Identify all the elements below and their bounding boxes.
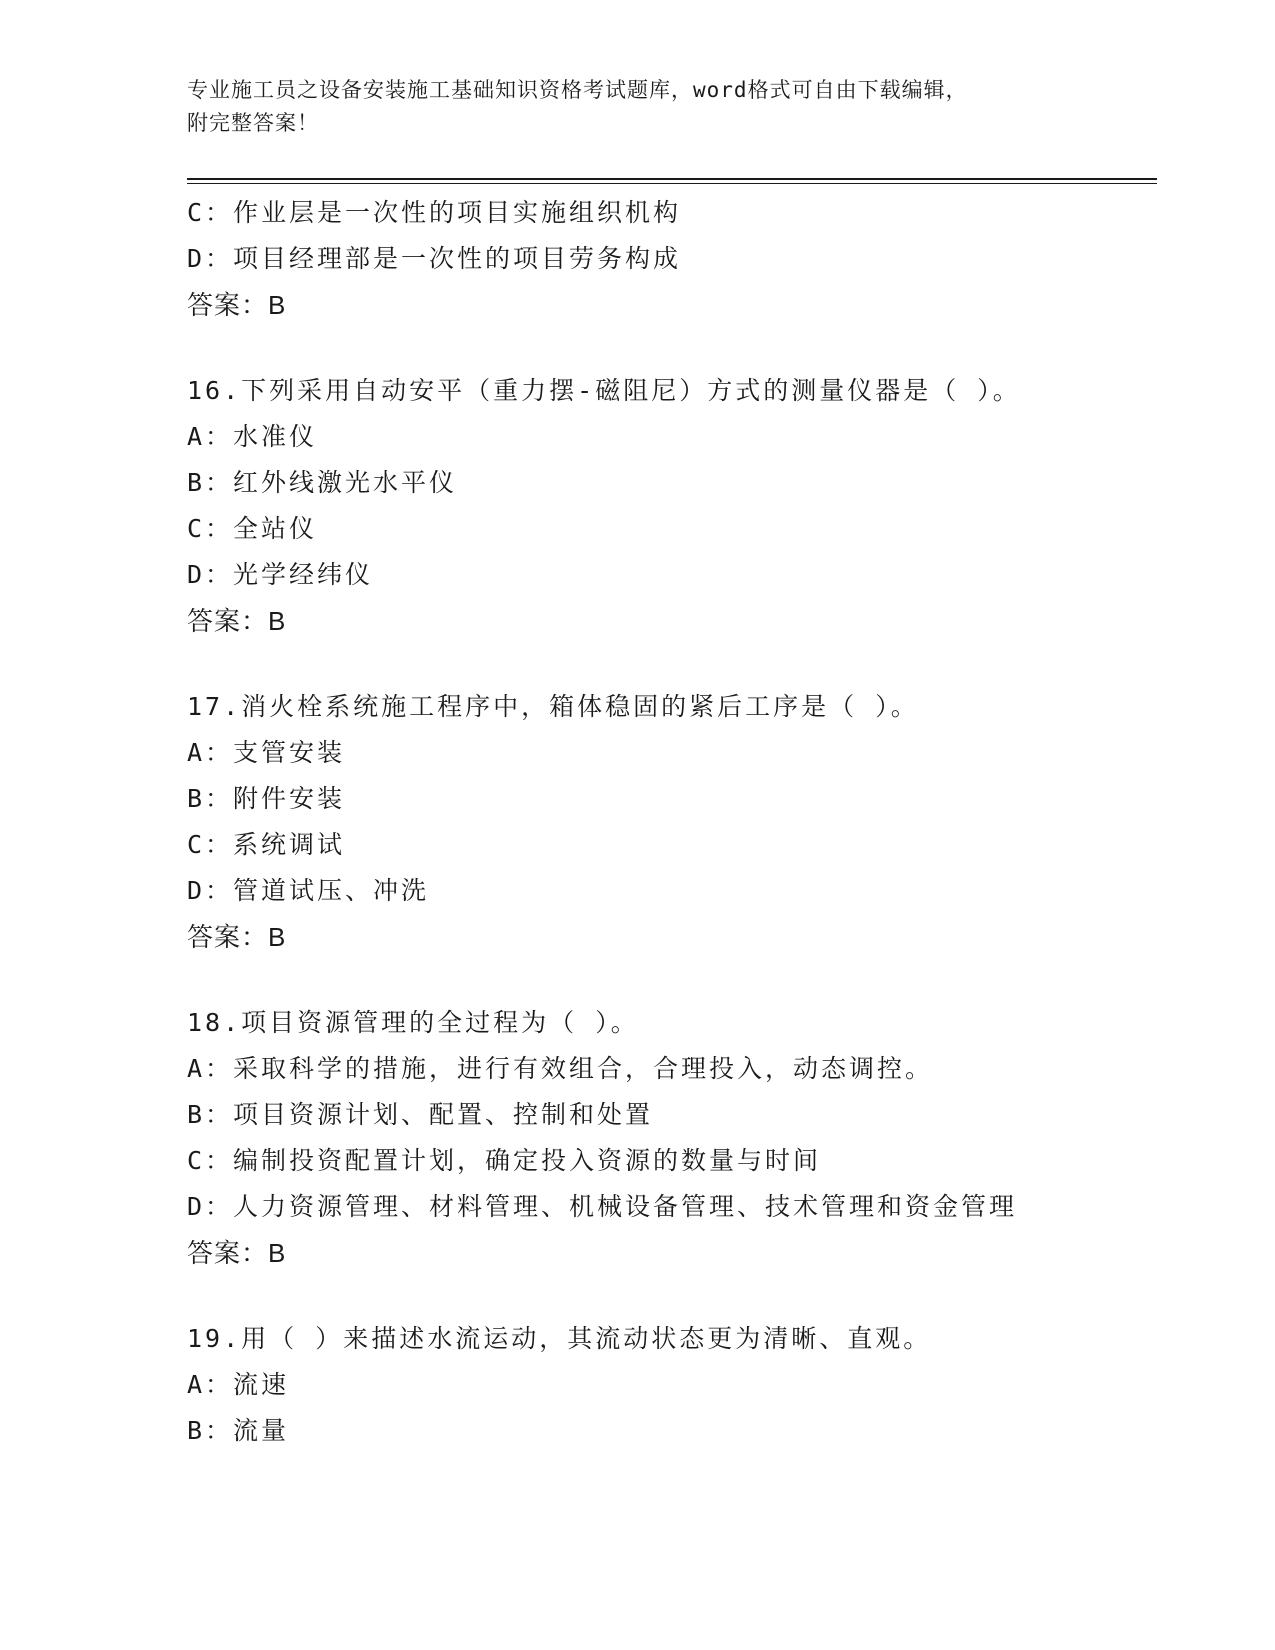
option-c: C：编制投资配置计划，确定投入资源的数量与时间 (187, 1146, 822, 1175)
option-b: B：项目资源计划、配置、控制和处置 (187, 1100, 654, 1129)
option-c: C：全站仪 (187, 514, 318, 543)
question-19 (187, 1316, 1187, 1454)
answer-line: 答案：B (187, 290, 287, 320)
answer-line: 答案：B (187, 922, 287, 952)
question-stem: 19.用（ ）来描述水流运动，其流动状态更为清晰、直观。 (187, 1324, 932, 1353)
option-c: C：作业层是一次性的项目实施组织机构 (187, 198, 682, 227)
option-d: D：项目经理部是一次性的项目劳务构成 (187, 244, 682, 273)
question-15-tail (187, 190, 1187, 328)
option-a: A：流速 (187, 1370, 290, 1399)
header-line-1: 专业施工员之设备安装施工基础知识资格考试题库，word格式可自由下载编辑， (187, 78, 968, 102)
answer-line: 答案：B (187, 1238, 287, 1268)
question-stem: 17.消火栓系统施工程序中，箱体稳固的紧后工序是（ ）。 (187, 692, 919, 721)
option-b: B：流量 (187, 1416, 290, 1445)
question-stem: 16.下列采用自动安平（重力摆-磁阻尼）方式的测量仪器是（ ）。 (187, 376, 1021, 405)
option-d: D：管道试压、冲洗 (187, 876, 430, 905)
option-d: D：光学经纬仪 (187, 560, 374, 589)
header-rule-thin (187, 183, 1157, 184)
document-body (187, 190, 1187, 1454)
option-a: A：支管安装 (187, 738, 346, 767)
option-b: B：红外线激光水平仪 (187, 468, 458, 497)
option-c: C：系统调试 (187, 830, 346, 859)
question-16 (187, 368, 1187, 644)
header-line-2: 附完整答案！ (187, 111, 319, 135)
answer-line: 答案：B (187, 606, 287, 636)
question-17 (187, 684, 1187, 960)
question-stem: 18.项目资源管理的全过程为（ ）。 (187, 1008, 639, 1037)
option-b: B：附件安装 (187, 784, 346, 813)
header-rule-thick (187, 178, 1157, 180)
document-header (187, 74, 1087, 140)
option-a: A：采取科学的措施，进行有效组合，合理投入，动态调控。 (187, 1054, 934, 1083)
option-d: D：人力资源管理、材料管理、机械设备管理、技术管理和资金管理 (187, 1192, 1018, 1221)
option-a: A：水准仪 (187, 422, 318, 451)
question-18 (187, 1000, 1187, 1276)
